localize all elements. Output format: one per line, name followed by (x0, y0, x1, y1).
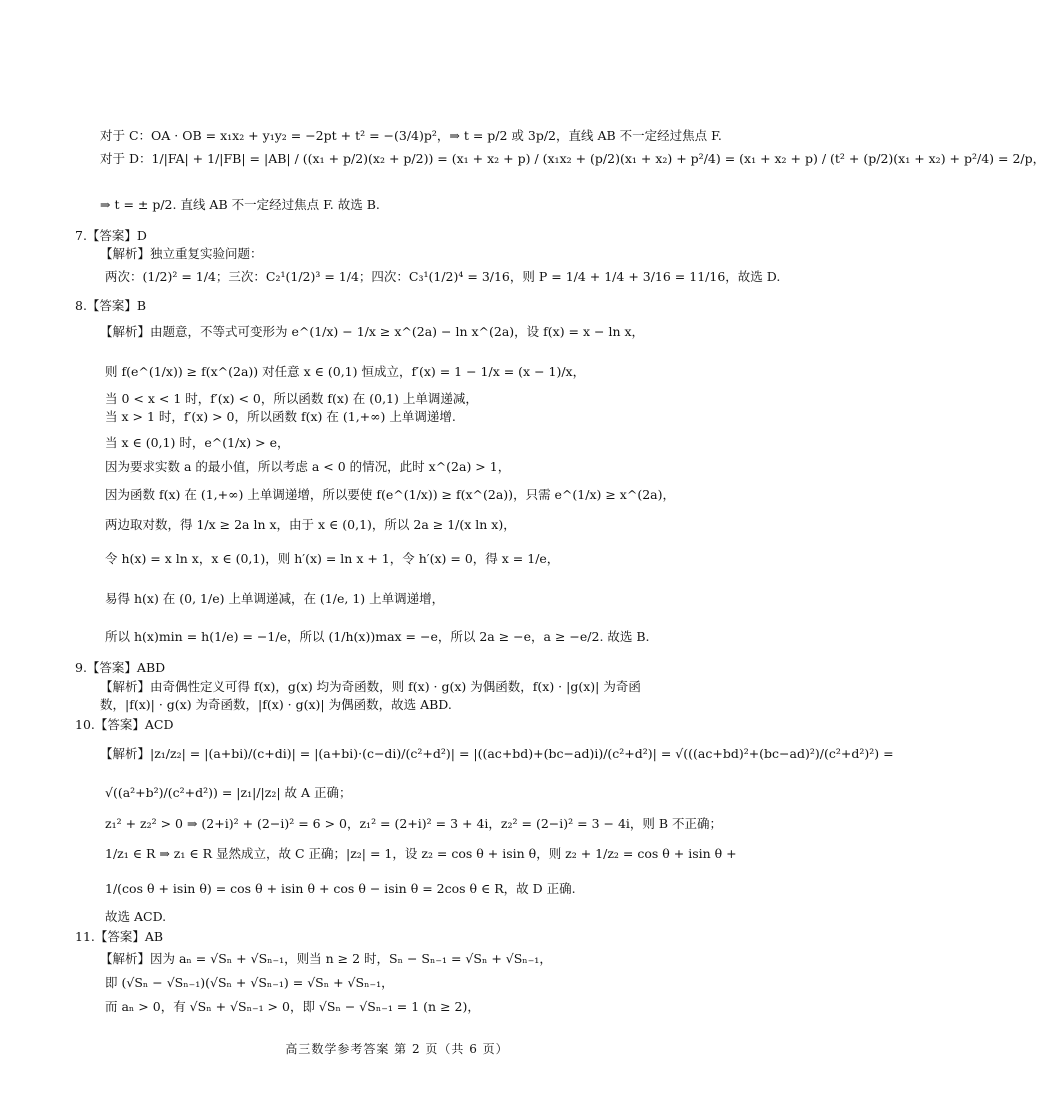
text-line: 当 0 < x < 1 时，f′(x) < 0，所以函数 f(x) 在 (0,1) 上单调递减， (105, 391, 478, 406)
page-footer: 高三数学参考答案 第 2 页（共 6 页） (285, 1042, 509, 1056)
text-line: 1/(cos θ + isin θ) = cos θ + isin θ + cos θ − isin θ = 2cos θ ∈ R，故 D 正确. (105, 881, 576, 896)
text-line: 7.【答案】D (75, 228, 147, 243)
text-line: 【解析】|z₁/z₂| = |(a+bi)/(c+di)| = |(a+bi)·(c−di)/(c²+d²)| = |((ac+bd)+(bc−ad)i)/(c²+d²)| = √(((ac+bd)²+(bc−ad)²)/(c²+d²)²) = (100, 746, 894, 761)
text-line: 所以 h(x)min = h(1/e) = −1/e，所以 (1/h(x))max = −e，所以 2a ≥ −e，a ≥ −e/2. 故选 B. (105, 629, 650, 644)
text-line: 对于 D：1/|FA| + 1/|FB| = |AB| / ((x₁ + p/2)(x₂ + p/2)) = (x₁ + x₂ + p) / (x₁x₂ + (p/2)(x₁ + x₂) + p²/4) = (x₁ + x₂ + p) / (t² + (p/2)(x₁ + x₂) + p²/4) = 2/p， (100, 151, 1045, 166)
text-line: 11.【答案】AB (75, 929, 164, 944)
text-line: 故选 ACD. (105, 909, 167, 924)
text-line: 即 (√Sₙ − √Sₙ₋₁)(√Sₙ + √Sₙ₋₁) = √Sₙ + √Sₙ₋₁， (105, 975, 394, 990)
text-line: 对于 C：OA · OB = x₁x₂ + y₁y₂ = −2pt + t² = −(3/4)p²，⇒ t = p/2 或 3p/2，直线 AB 不一定经过焦点 F. (100, 128, 722, 143)
text-line: 【解析】由奇偶性定义可得 f(x)，g(x) 均为奇函数，则 f(x) · g(x) 为偶函数，f(x) · |g(x)| 为奇函 (100, 679, 641, 694)
text-line: 因为函数 f(x) 在 (1,+∞) 上单调递增，所以要使 f(e^(1/x)) ≥ f(x^(2a))，只需 e^(1/x) ≥ x^(2a)， (105, 487, 675, 502)
text-line: 【解析】独立重复实验问题： (100, 246, 263, 261)
text-line: 令 h(x) = x ln x，x ∈ (0,1)，则 h′(x) = ln x + 1，令 h′(x) = 0，得 x = 1/e， (105, 551, 560, 566)
text-line: 而 aₙ > 0，有 √Sₙ + √Sₙ₋₁ > 0，即 √Sₙ − √Sₙ₋₁ = 1 (n ≥ 2)， (105, 999, 480, 1014)
text-line: √((a²+b²)/(c²+d²)) = |z₁|/|z₂| 故 A 正确； (105, 785, 352, 800)
text-line: 10.【答案】ACD (75, 717, 174, 732)
text-line: 则 f(e^(1/x)) ≥ f(x^(2a)) 对任意 x ∈ (0,1) 恒成立，f′(x) = 1 − 1/x = (x − 1)/x， (105, 364, 586, 379)
text-line: 两次：(1/2)² = 1/4；三次：C₂¹(1/2)³ = 1/4；四次：C₃¹(1/2)⁴ = 3/16，则 P = 1/4 + 1/4 + 3/16 = 11/16，故选 D. (105, 269, 781, 284)
text-line: 两边取对数，得 1/x ≥ 2a ln x，由于 x ∈ (0,1)，所以 2a ≥ 1/(x ln x)， (105, 517, 516, 532)
text-line: ⇒ t = ± p/2. 直线 AB 不一定经过焦点 F. 故选 B. (100, 197, 380, 212)
text-line: 当 x ∈ (0,1) 时，e^(1/x) > e， (105, 435, 290, 450)
text-line: 8.【答案】B (75, 298, 147, 313)
text-line: z₁² + z₂² > 0 ⇒ (2+i)² + (2−i)² = 6 > 0，z₁² = (2+i)² = 3 + 4i，z₂² = (2−i)² = 3 − 4i，则 B 不正确； (105, 816, 723, 831)
text-line: 【解析】因为 aₙ = √Sₙ + √Sₙ₋₁，则当 n ≥ 2 时，Sₙ − Sₙ₋₁ = √Sₙ + √Sₙ₋₁， (100, 951, 552, 966)
text-line: 1/z₁ ∈ R ⇒ z₁ ∈ R 显然成立，故 C 正确；|z₂| = 1，设 z₂ = cos θ + isin θ，则 z₂ + 1/z₂ = cos θ + isin θ + (105, 846, 737, 861)
text-line: 因为要求实数 a 的最小值，所以考虑 a < 0 的情况，此时 x^(2a) > 1， (105, 459, 511, 474)
text-line: 数，|f(x)| · g(x) 为奇函数，|f(x) · g(x)| 为偶函数，故选 ABD. (100, 697, 452, 712)
text-line: 9.【答案】ABD (75, 660, 166, 675)
text-line: 易得 h(x) 在 (0, 1/e) 上单调递减，在 (1/e, 1) 上单调递增， (105, 591, 445, 606)
text-line: 当 x > 1 时，f′(x) > 0，所以函数 f(x) 在 (1,+∞) 上单调递增. (105, 409, 456, 424)
text-line: 【解析】由题意，不等式可变形为 e^(1/x) − 1/x ≥ x^(2a) − ln x^(2a)，设 f(x) = x − ln x， (100, 324, 645, 339)
